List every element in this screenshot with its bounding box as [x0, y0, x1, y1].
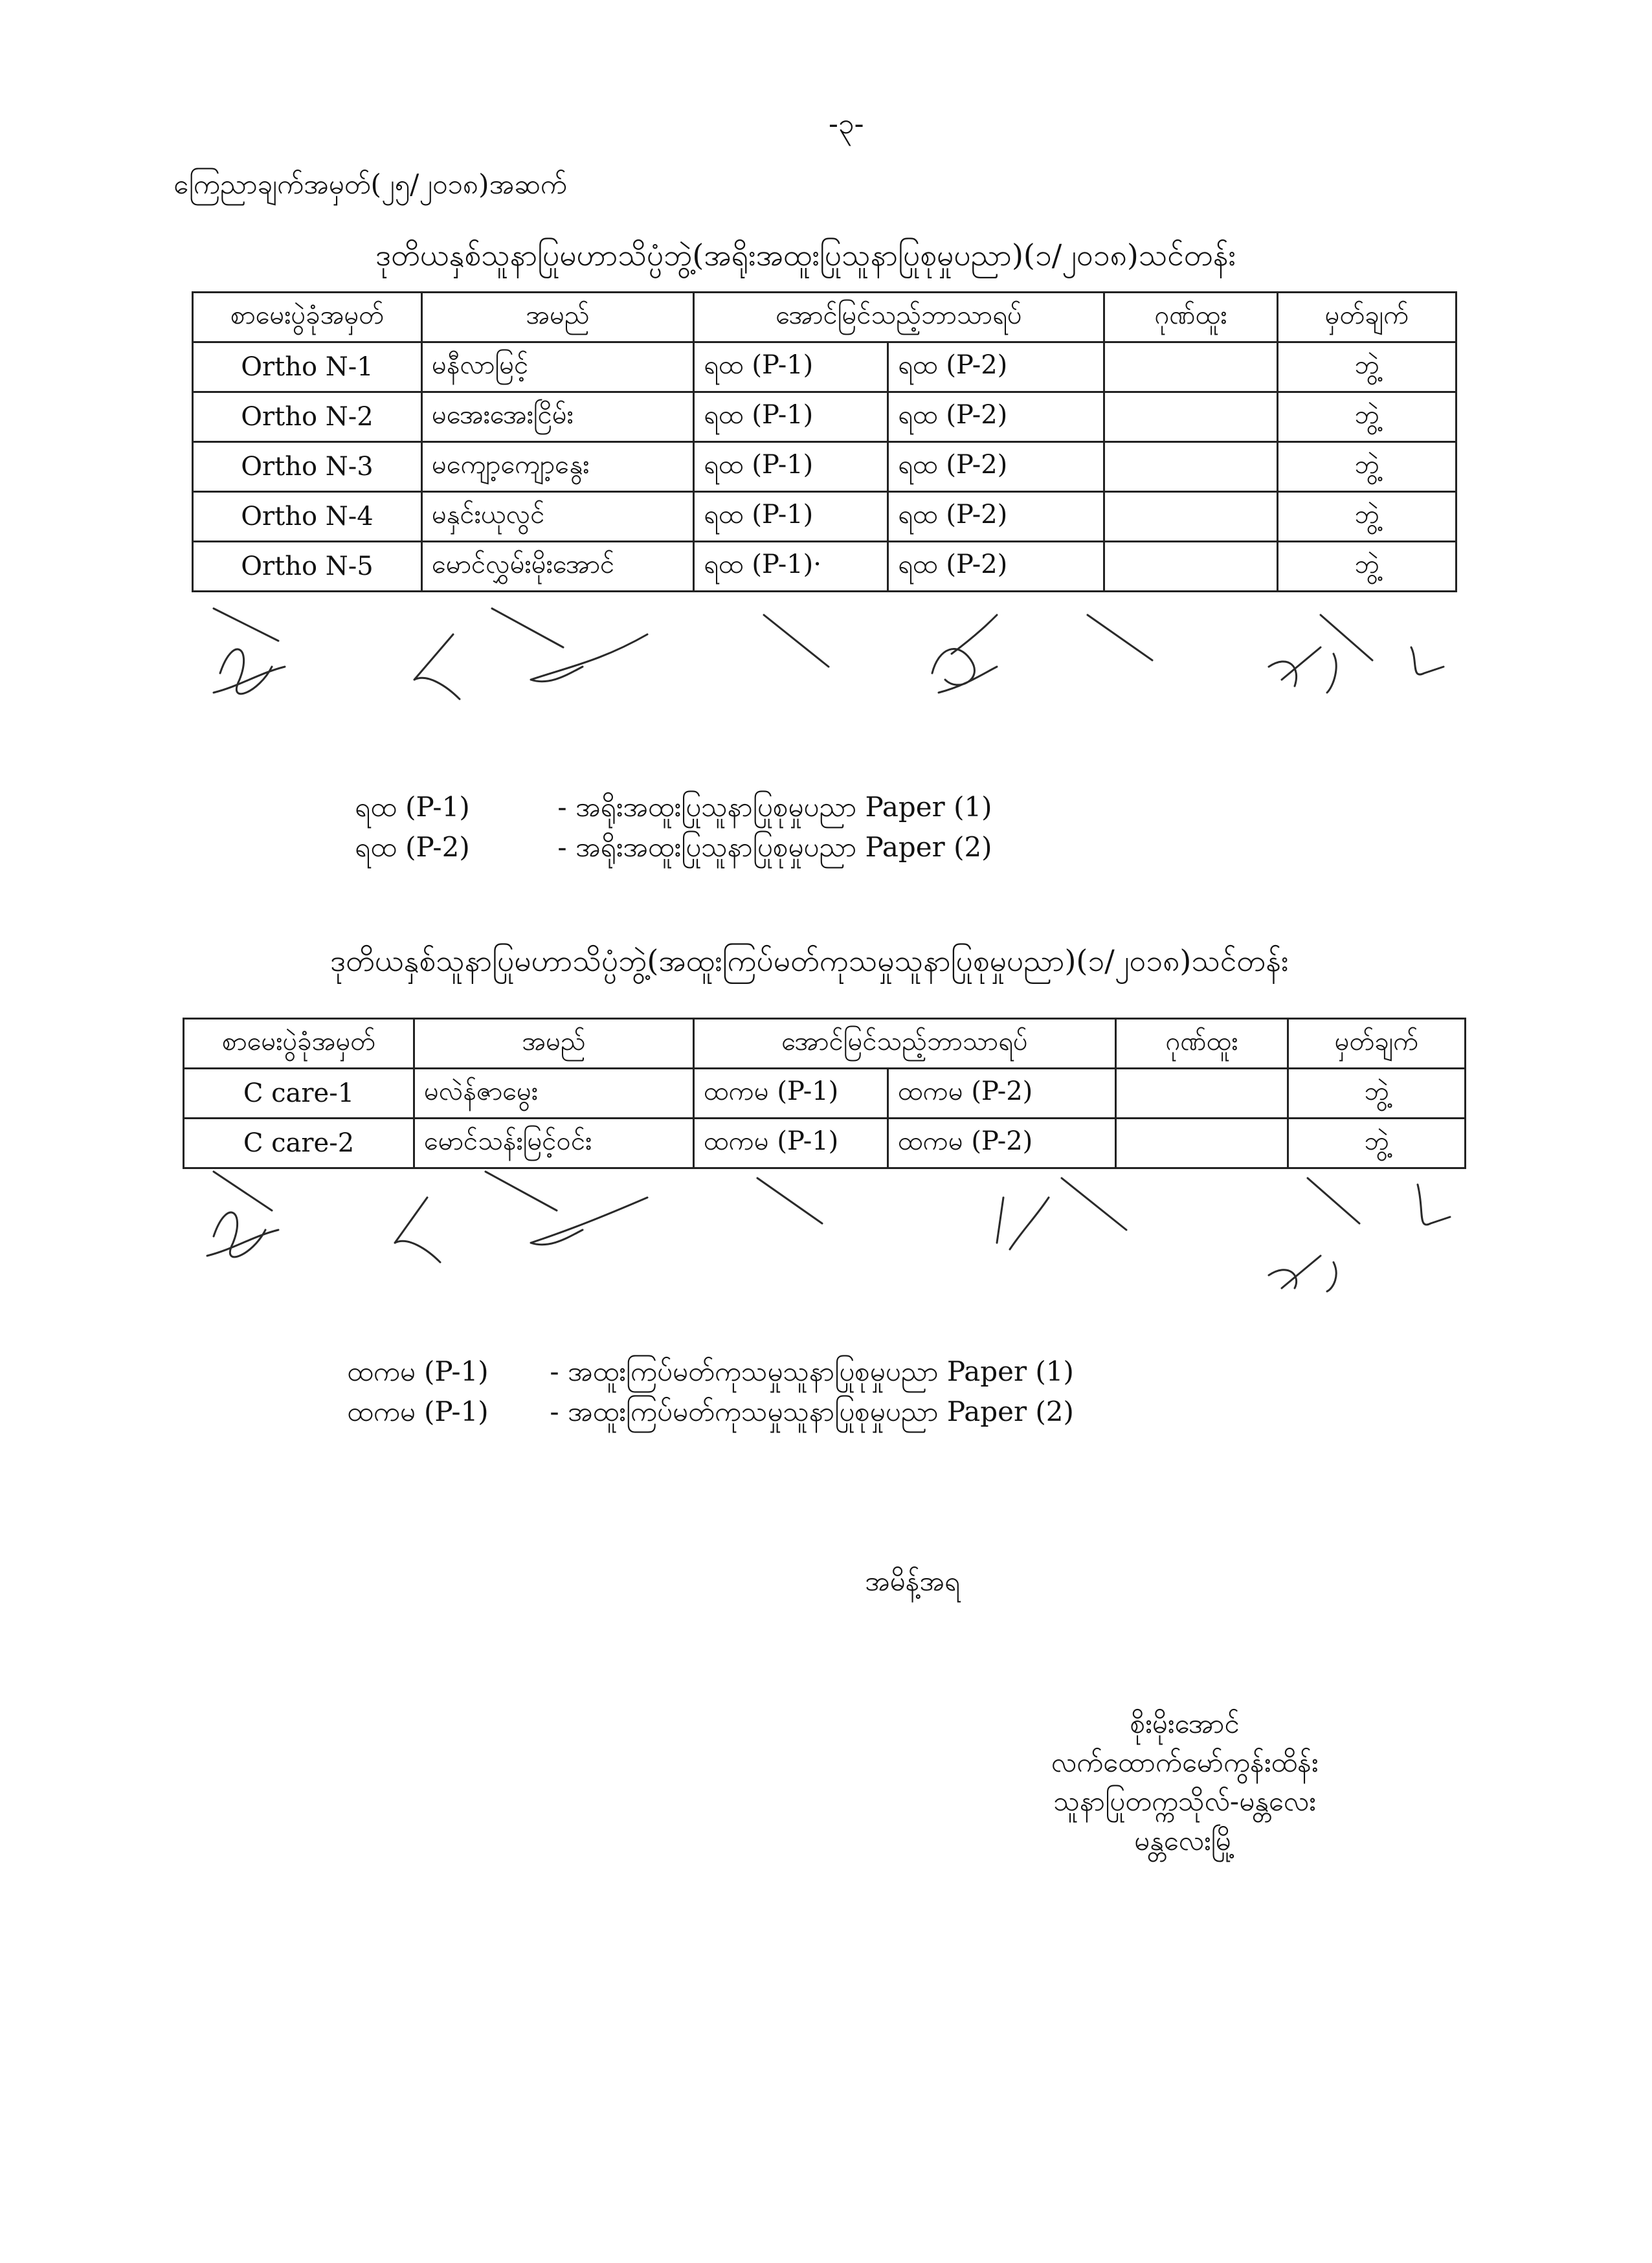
name-cell: မနှင်းယုလွင်	[422, 492, 694, 542]
subject2-cell: ရထ (P-2)	[888, 342, 1104, 392]
table-row	[193, 442, 1457, 492]
signatory-org: သူနာပြုတက္ကသိုလ်-မန္တလေး	[1053, 1785, 1316, 1818]
subject1-cell: ထကမ (P-1)	[694, 1119, 888, 1168]
legend-code: ထကမ (P-1)	[347, 1396, 489, 1427]
legend1-row-1	[355, 790, 992, 830]
roll-cell: C care-2	[184, 1119, 414, 1168]
header-roll: စာမေးပွဲခုံအမှတ်	[193, 293, 422, 342]
distinction-cell	[1104, 392, 1278, 442]
legend-code: ရထ (P-2)	[355, 831, 470, 863]
legend2-row-2	[347, 1394, 1074, 1434]
legend-desc: - အထူးကြပ်မတ်ကုသမှုသူနာပြုစုမှုပညာ Paper (2)	[550, 1396, 1074, 1427]
remark-cell: ဘွဲ့	[1278, 492, 1457, 542]
subject2-cell: ရထ (P-2)	[888, 542, 1104, 592]
page-number: -၃-	[829, 107, 864, 140]
name-cell: မလဲန်ဇာမွေး	[414, 1069, 694, 1119]
header-subjects: အောင်မြင်သည့်ဘာသာရပ်	[694, 293, 1104, 342]
roll-cell: Ortho N-5	[193, 542, 422, 592]
legend-code: ရထ (P-1)	[355, 791, 470, 823]
header-name: အမည်	[422, 293, 694, 342]
table-row	[193, 342, 1457, 392]
section2-table	[183, 1018, 1466, 1169]
signatures-row-1	[0, 596, 1652, 725]
roll-cell: Ortho N-3	[193, 442, 422, 492]
remark-cell: ဘွဲ့	[1278, 392, 1457, 442]
name-cell: မနီလာမြင့်	[422, 342, 694, 392]
distinction-cell	[1116, 1069, 1288, 1119]
signatory-title: လက်ထောက်မော်ကွန်းထိန်း	[1051, 1746, 1319, 1779]
table-header-row	[184, 1019, 1466, 1069]
remark-cell: ဘွဲ့	[1278, 442, 1457, 492]
signatory-city: မန္တလေးမြို့	[1133, 1824, 1236, 1856]
table-row	[184, 1069, 1466, 1119]
distinction-cell	[1104, 442, 1278, 492]
distinction-cell	[1104, 492, 1278, 542]
subject1-cell: ရထ (P-1)	[694, 392, 888, 442]
legend-desc: - အထူးကြပ်မတ်ကုသမှုသူနာပြုစုမှုပညာ Paper (1)	[550, 1355, 1074, 1387]
subject1-cell: ရထ (P-1)	[694, 492, 888, 542]
subject1-cell: ထကမ (P-1)	[694, 1069, 888, 1119]
subject2-cell: ရထ (P-2)	[888, 442, 1104, 492]
header-remark: မှတ်ချက်	[1278, 293, 1457, 342]
table-row	[193, 492, 1457, 542]
subject2-cell: ရထ (P-2)	[888, 392, 1104, 442]
table-row	[193, 542, 1457, 592]
name-cell: မကျော့ကျော့နွေး	[422, 442, 694, 492]
name-cell: မအေးအေးငြိမ်း	[422, 392, 694, 442]
remark-cell: ဘွဲ့	[1288, 1069, 1466, 1119]
reference-line: ကြေညာချက်အမှတ်(၂၅/၂၀၁၈)အဆက်	[173, 168, 567, 200]
subject2-cell: ထကမ (P-2)	[888, 1119, 1116, 1168]
legend-desc: - အရိုးအထူးပြုသူနာပြုစုမှုပညာ Paper (1)	[557, 791, 992, 823]
subject1-cell: ရထ (P-1)	[694, 442, 888, 492]
remark-cell: ဘွဲ့	[1278, 542, 1457, 592]
subject1-cell: ရထ (P-1)	[694, 342, 888, 392]
signatory-name: စိုးမိုးအောင်	[1130, 1708, 1240, 1739]
table-header-row	[193, 293, 1457, 342]
legend-code: ထကမ (P-1)	[347, 1355, 489, 1387]
legend-desc: - အရိုးအထူးပြုသူနာပြုစုမှုပညာ Paper (2)	[557, 831, 992, 863]
header-name: အမည်	[414, 1019, 694, 1069]
distinction-cell	[1104, 542, 1278, 592]
name-cell: မောင်လွှမ်းမိုးအောင်	[422, 542, 694, 592]
roll-cell: C care-1	[184, 1069, 414, 1119]
legend1-row-2	[355, 830, 992, 870]
header-roll: စာမေးပွဲခုံအမှတ်	[184, 1019, 414, 1069]
signatures-row-2	[0, 1159, 1652, 1288]
remark-cell: ဘွဲ့	[1288, 1119, 1466, 1168]
section2-title: ဒုတိယနှစ်သူနာပြုမဟာသိပ္ပံဘွဲ့(အထူးကြပ်မတ်ကုသမှုသူနာပြုစုမှုပညာ)(၁/၂၀၁၈)သင်တန်း	[330, 943, 1289, 978]
header-distinction: ဂုဏ်ထူး	[1104, 293, 1278, 342]
legend2-row-1	[347, 1354, 1074, 1394]
table-row	[193, 392, 1457, 442]
header-distinction: ဂုဏ်ထူး	[1116, 1019, 1288, 1069]
subject2-cell: ထကမ (P-2)	[888, 1069, 1116, 1119]
subject1-cell: ရထ (P-1)·	[694, 542, 888, 592]
roll-cell: Ortho N-2	[193, 392, 422, 442]
roll-cell: Ortho N-4	[193, 492, 422, 542]
remark-cell: ဘွဲ့	[1278, 342, 1457, 392]
header-subjects: အောင်မြင်သည့်ဘာသာရပ်	[694, 1019, 1116, 1069]
header-remark: မှတ်ချက်	[1288, 1019, 1466, 1069]
section1-title: ဒုတိယနှစ်သူနာပြုမဟာသိပ္ပံဘွဲ့(အရိုးအထူးပြုသူနာပြုစုမှုပညာ)(၁/၂၀၁၈)သင်တန်း	[375, 238, 1236, 273]
name-cell: မောင်သန်းမြင့်ဝင်း	[414, 1119, 694, 1168]
distinction-cell	[1104, 342, 1278, 392]
order-note: အမိန့်အရ	[865, 1565, 960, 1597]
signatory-block	[971, 1709, 1398, 1856]
subject2-cell: ရထ (P-2)	[888, 492, 1104, 542]
section1-table	[192, 291, 1457, 592]
roll-cell: Ortho N-1	[193, 342, 422, 392]
